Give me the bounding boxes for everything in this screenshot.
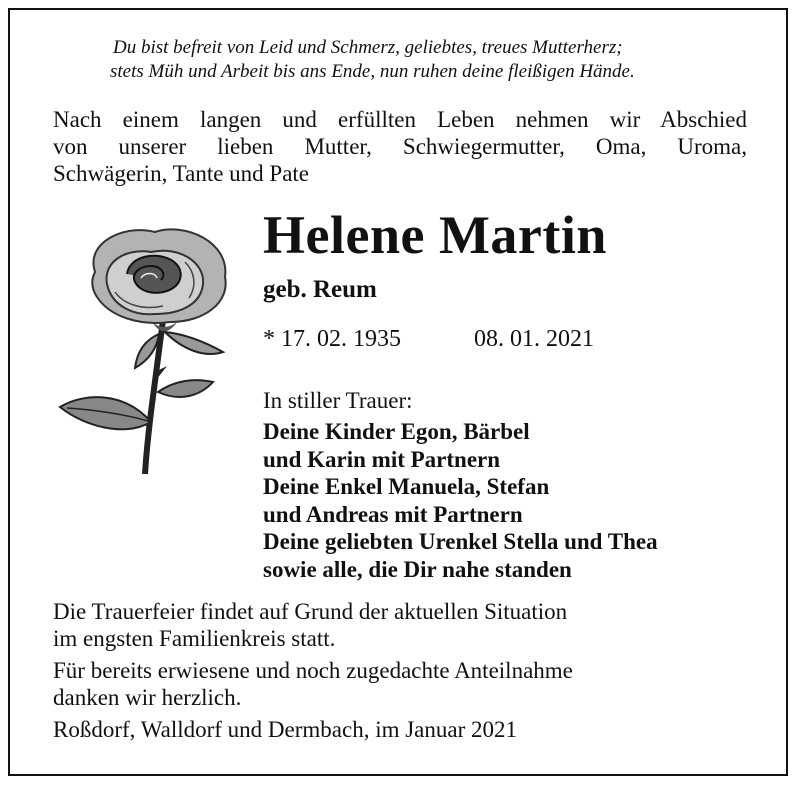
rose-icon [55,222,245,480]
maiden-name: geb. Reum [263,276,377,303]
funeral-notice [53,598,567,652]
motto-line-1: Du bist befreit von Leid und Schmerz, geliebtes, treues Mutterherz; [113,37,623,58]
thanks-line-1: Für bereits erwiesene und noch zugedachte Anteilnahme [53,658,573,683]
intro-line-1: Nach einem langen und erfüllten Leben nehmen wir Abschied [53,107,747,132]
funeral-notice-line-2: im engsten Familienkreis statt. [53,626,336,651]
mourner-line: und Andreas mit Partnern [263,501,523,527]
mourner-line: Deine geliebten Urenkel Stella und Thea [263,529,658,554]
funeral-notice-line-1: Die Trauerfeier findet auf Grund der aktuellen Situation [53,599,568,624]
mourner-line: und Karin mit Partnern [263,446,501,472]
deceased-name: Helene Martin [263,205,607,265]
intro-line-3: Schwägerin, Tante und Pate [53,161,310,186]
thanks-text [53,657,573,711]
mourner-line: Deine Kinder Egon, Bärbel [263,419,530,444]
motto-line-2: stets Müh und Arbeit bis ans Ende, nun ruhen deine fleißigen Hände. [110,61,635,82]
mourner-line: sowie alle, die Dir nahe standen [263,556,572,582]
intro-text [53,106,747,187]
thanks-line-2: danken wir herzlich. [53,685,242,710]
mourner-line: Deine Enkel Manuela, Stefan [263,474,550,499]
mourners-list [263,418,658,583]
intro-line-2: von unserer lieben Mutter, Schwiegermutter, Oma, Uroma, [53,134,747,159]
death-date: 08. 01. 2021 [474,326,594,352]
birth-date: * 17. 02. 1935 [263,326,401,352]
place-and-date: Roßdorf, Walldorf und Dermbach, im Januar 2021 [53,717,518,742]
mourning-label: In stiller Trauer: [263,388,413,413]
